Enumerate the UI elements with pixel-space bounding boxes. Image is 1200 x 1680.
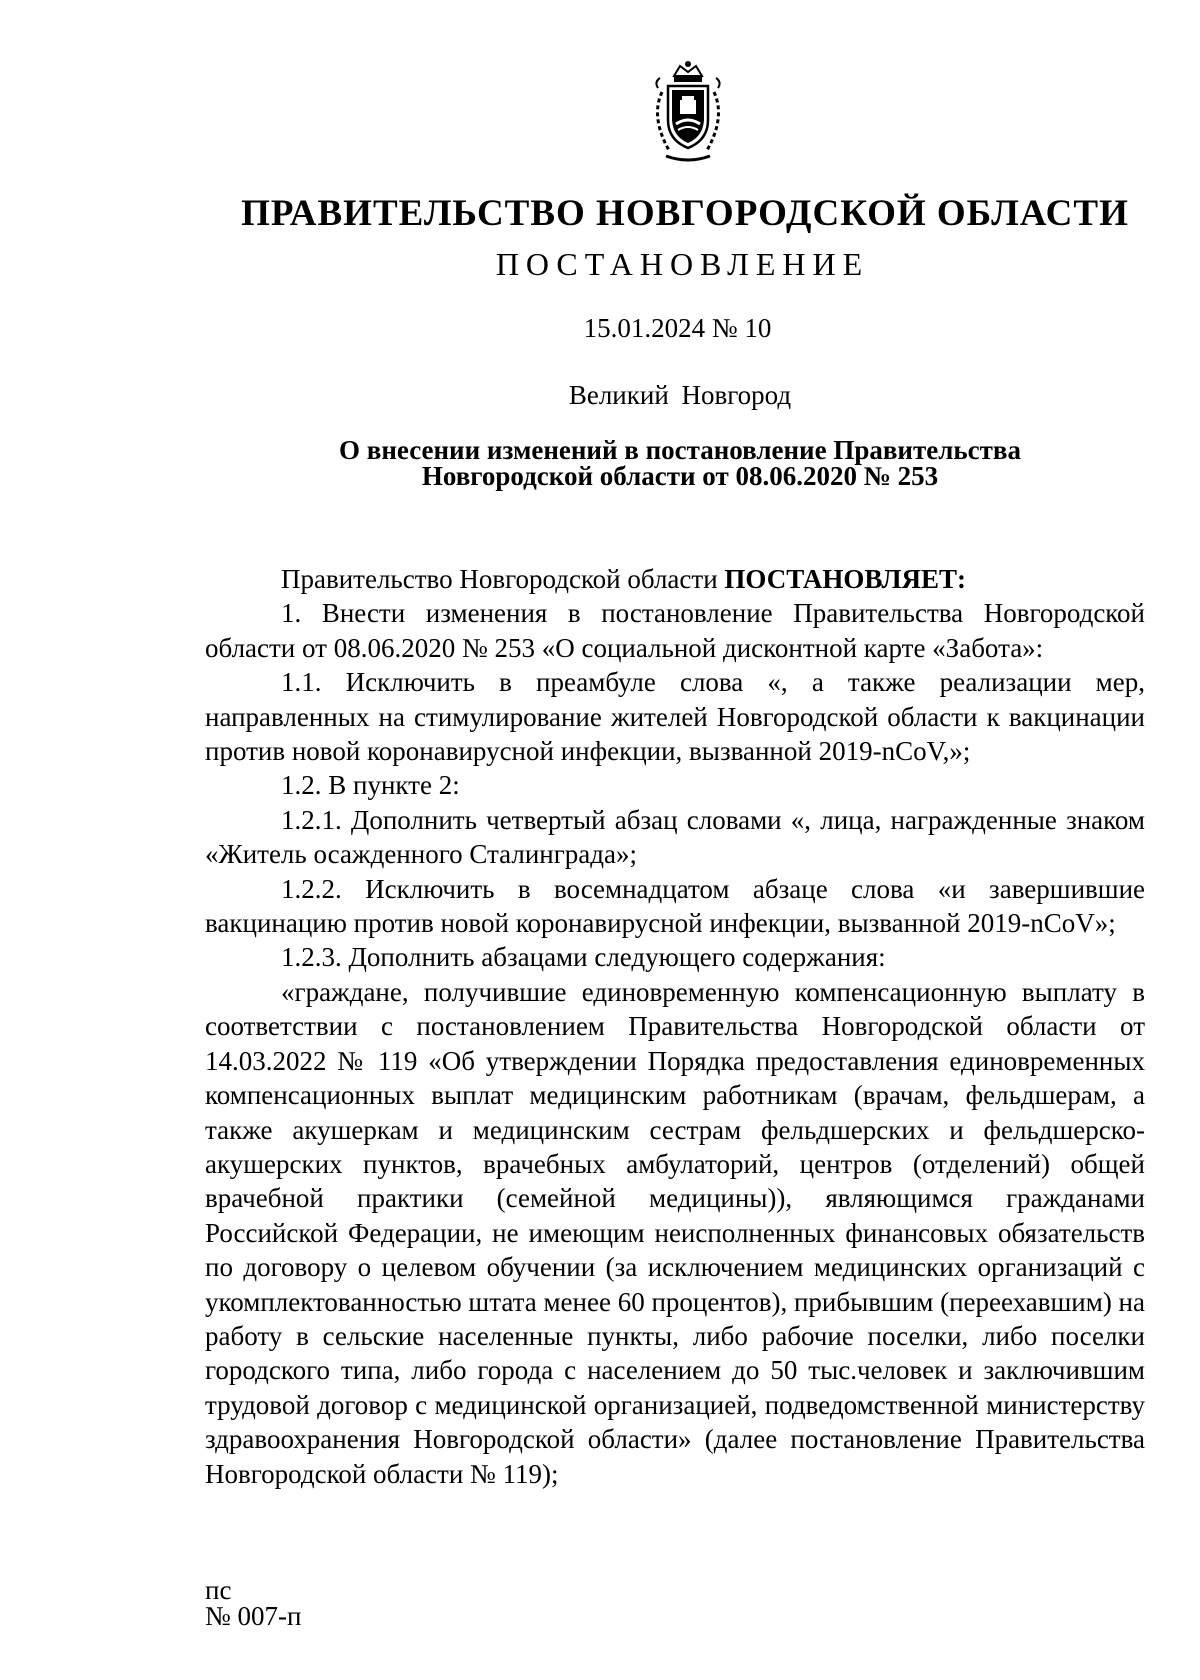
paragraph-1-2-2: 1.2.2. Исключить в восемнадцатом абзаце слова «и завершившие вакцинацию против новой коронавирусной инфекции, вызванной 2019-nCoV»; <box>205 873 1145 939</box>
government-name: ПРАВИТЕЛЬСТВО НОВГОРОДСКОЙ ОБЛАСТИ <box>241 193 1129 234</box>
document-subject <box>0 437 1200 489</box>
footer-line-1: пс <box>205 1575 232 1605</box>
novgorod-coat-of-arms-icon <box>640 58 736 166</box>
subject-line-1: О внесении изменений в постановление Правительства <box>339 435 1021 465</box>
paragraph-1-2-3: 1.2.3. Дополнить абзацами следующего содержания: <box>281 942 886 973</box>
paragraph-quote: «граждане, получившие единовременную компенсационную выплату в соответствии с постановлением Правительства Новгородской области от 14.03.2022 № 119 «Об утверждении Порядка предоставления единовременных компенсационных выплат медицинским работникам (врачам, фельдшерам, а также акушеркам и медицинским сестрам фельдшерских и фельдшерско-акушерских пунктов, врачебных амбулаторий, центров (отделений) общей врачебной практики (семейной медицины)), являющимся гражданами Российской Федерации, не имеющим неисполненных финансовых обязательств по договору о целевом обучении (за исключением медицинских организаций с укомплектованностью штата менее 60 процентов), прибывшим (переехавшим) на работу в сельские населенные пункты, либо рабочие поселки, либо поселки городского типа, либо города с населением до 50 тыс.человек и заключившим трудовой договор с медицинской организацией, подведомственной министерству здравоохранения Новгородской области» (далее постановление Правительства Новгородской области № 119); <box>205 976 1145 1489</box>
document-place: Великий Новгород <box>568 380 792 410</box>
footer-line-2: № 007-п <box>205 1601 302 1631</box>
paragraph-1-1: 1.1. Исключить в преамбуле слова «, а также реализации мер, направленных на стимулирование жителей Новгородской области к вакцинации против новой коронавирусной инфекции, вызванной 2019-nCoV,»; <box>205 667 1145 767</box>
document-date-number: 15.01.2024 № 10 <box>583 313 772 343</box>
paragraph-1: 1. Внести изменения в постановление Правительства Новгородской области от 08.06.2020 № 253 «О социальной дисконтной карте «Забота»: <box>205 598 1145 663</box>
intro-decision: ПОСТАНОВЛЯЕТ: <box>724 564 966 594</box>
intro-prefix: Правительство Новгородской области <box>281 564 725 594</box>
paragraph-1-2-1: 1.2.1. Дополнить четвертый абзац словами «, лица, награжденные знаком «Житель осажденного Сталинграда»; <box>205 804 1145 870</box>
document-body <box>205 562 1145 1491</box>
subject-line-2: Новгородской области от 08.06.2020 № 253 <box>421 461 939 491</box>
document-footer <box>205 1577 301 1629</box>
paragraph-1-2: 1.2. В пункте 2: <box>281 770 460 801</box>
document-type: ПОСТАНОВЛЕНИЕ <box>495 246 870 282</box>
intro-paragraph <box>205 562 1145 596</box>
